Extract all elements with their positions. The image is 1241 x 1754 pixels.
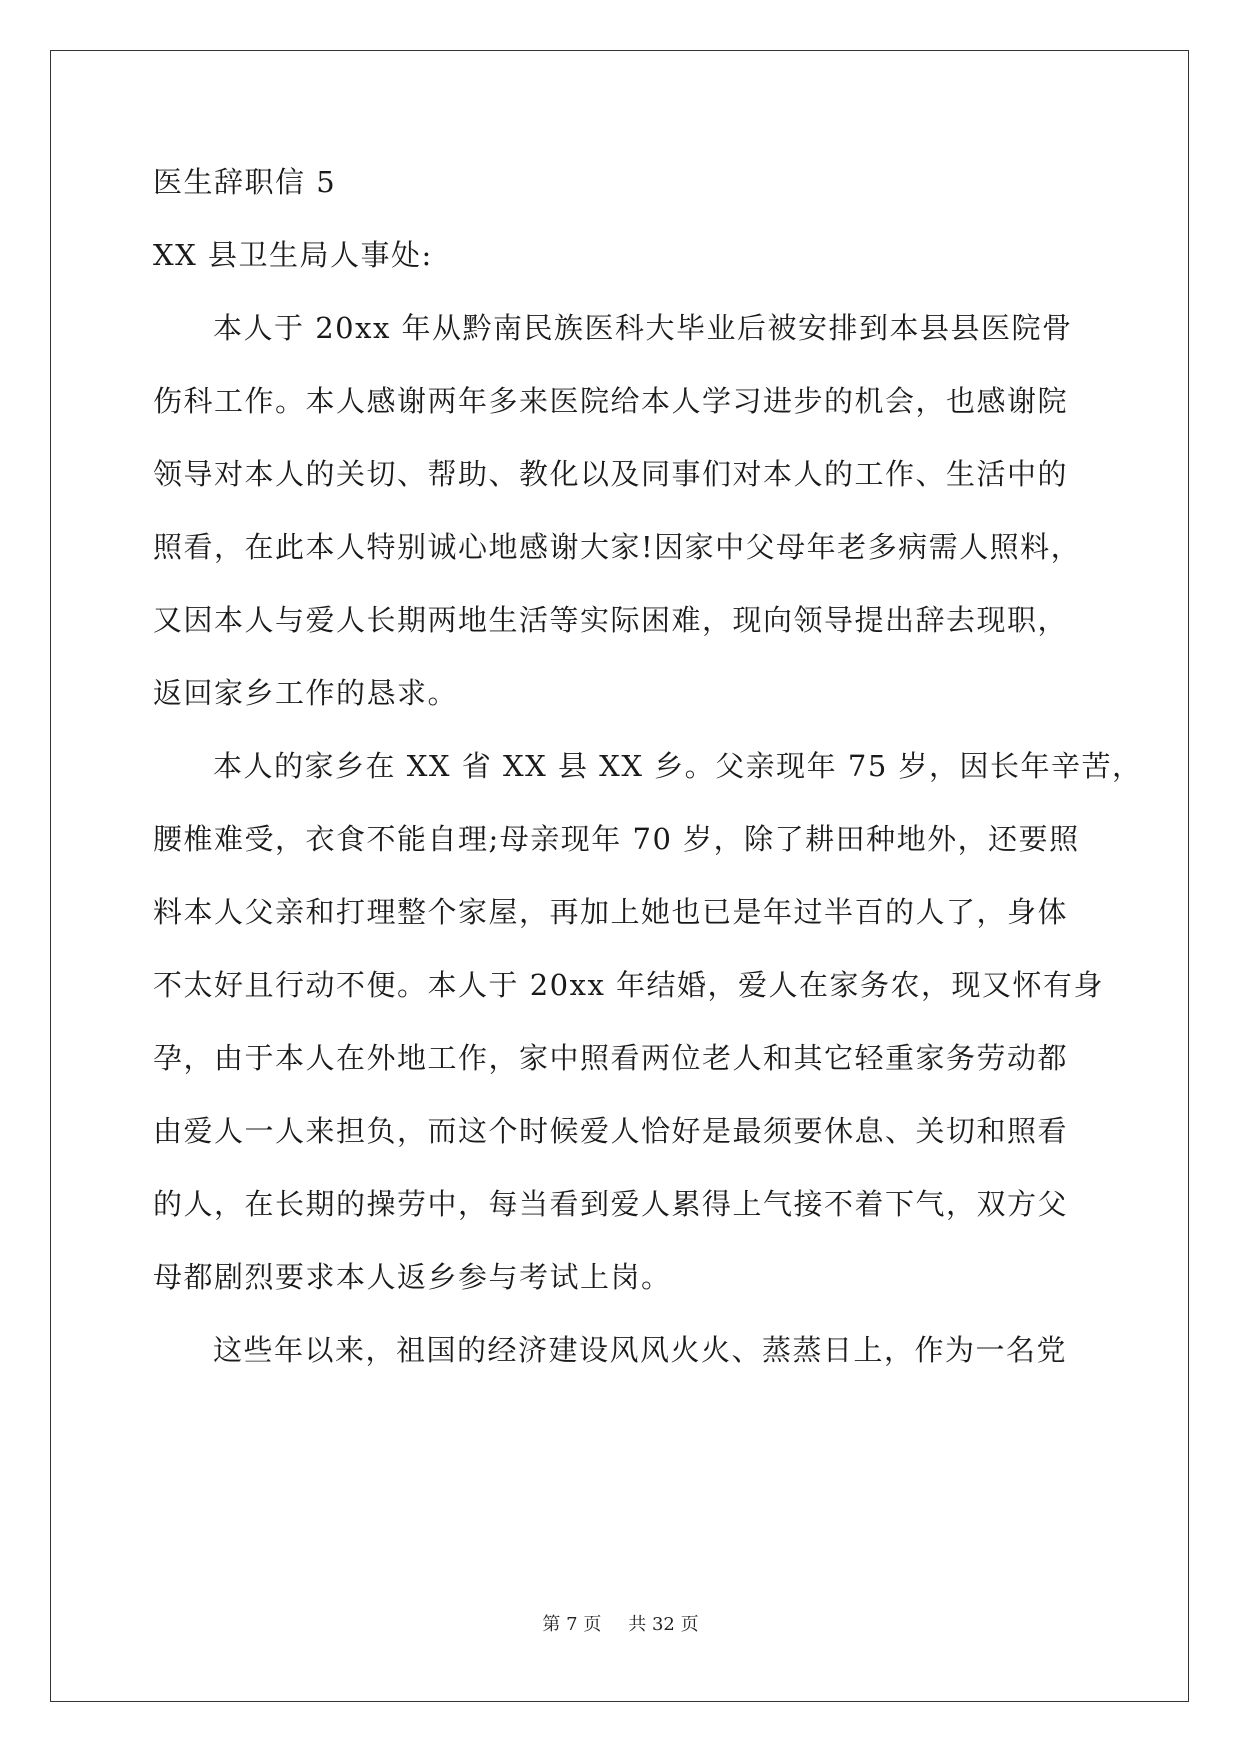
paragraph-line: 的人，在长期的操劳中，每当看到爱人累得上气接不着下气，双方父	[153, 1187, 1069, 1221]
paragraph-line: 本人的家乡在 XX 省 XX 县 XX 乡。父亲现年 75 岁，因长年辛苦，	[213, 749, 1143, 783]
page-number: 第 7 页	[542, 1614, 602, 1635]
paragraph-line: 本人于 20xx 年从黔南民族医科大毕业后被安排到本县县医院骨	[213, 311, 1073, 345]
paragraph-line: 领导对本人的关切、帮助、教化以及同事们对本人的工作、生活中的	[153, 457, 1069, 491]
paragraph-line: 腰椎难受，衣食不能自理;母亲现年 70 岁，除了耕田种地外，还要照	[153, 822, 1080, 856]
paragraph-line: 孕，由于本人在外地工作，家中照看两位老人和其它轻重家务劳动都	[153, 1041, 1069, 1075]
paragraph-line: 母都剧烈要求本人返乡参与考试上岗。	[153, 1260, 672, 1294]
letter-salutation: XX 县卫生局人事处:	[153, 238, 433, 272]
paragraph-line: 又因本人与爱人长期两地生活等实际困难，现向领导提出辞去现职，	[153, 603, 1069, 637]
page-footer	[0, 1610, 1241, 1636]
page-border	[50, 50, 1189, 1702]
letter-title: 医生辞职信 5	[153, 165, 337, 199]
paragraph-line: 由爱人一人来担负，而这个时候爱人恰好是最须要休息、关切和照看	[153, 1114, 1069, 1148]
paragraph-line: 返回家乡工作的恳求。	[153, 676, 459, 710]
paragraph-line: 料本人父亲和打理整个家屋，再加上她也已是年过半百的人了，身体	[153, 895, 1069, 929]
paragraph-line: 照看，在此本人特别诚心地感谢大家!因家中父母年老多病需人照料，	[153, 530, 1082, 564]
paragraph-line: 不太好且行动不便。本人于 20xx 年结婚，爱人在家务农，现又怀有身	[153, 968, 1105, 1002]
paragraph-line: 这些年以来，祖国的经济建设风风火火、蒸蒸日上，作为一名党	[213, 1333, 1068, 1367]
paragraph-line: 伤科工作。本人感谢两年多来医院给本人学习进步的机会，也感谢院	[153, 384, 1069, 418]
page-total: 共 32 页	[628, 1614, 699, 1635]
